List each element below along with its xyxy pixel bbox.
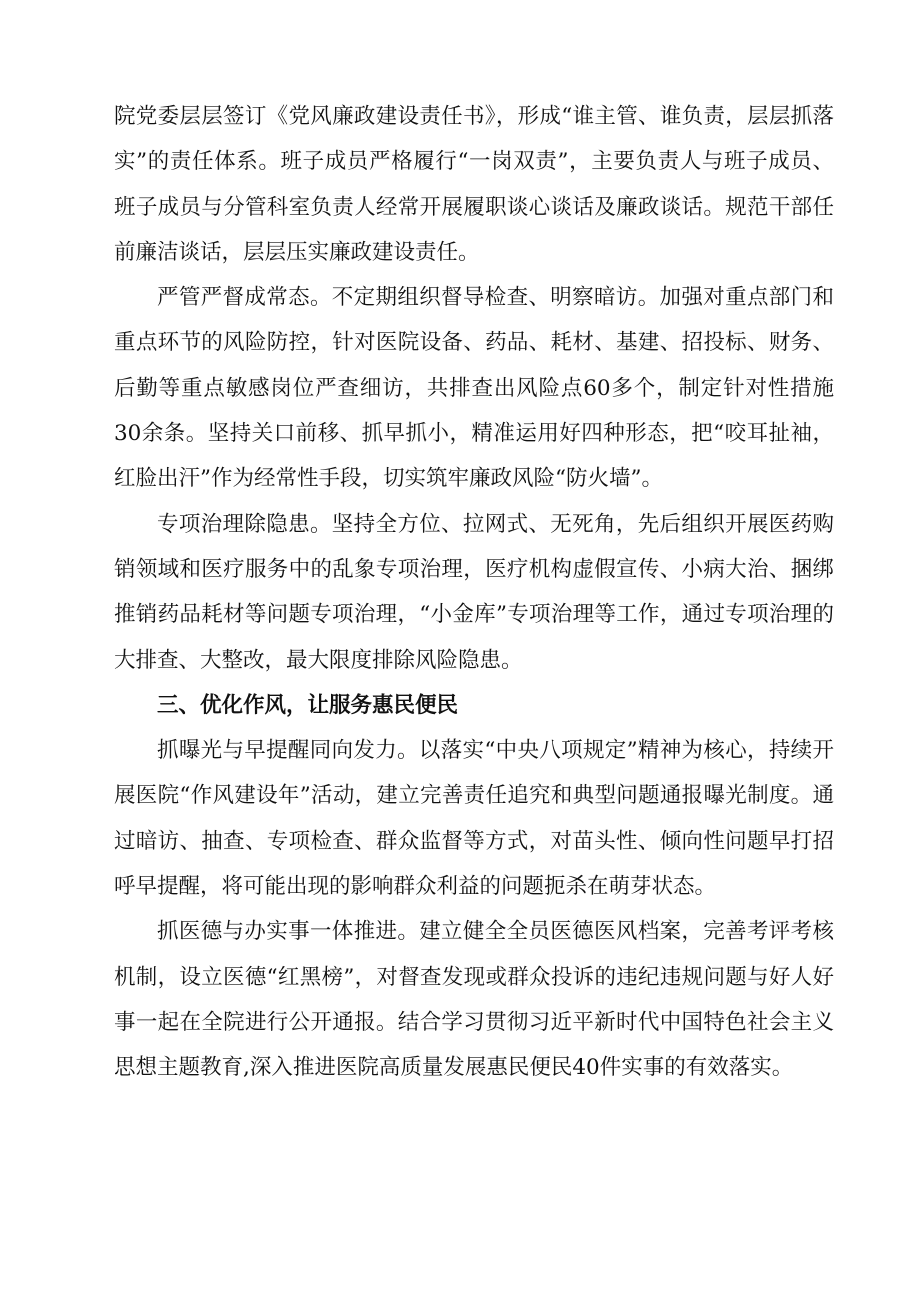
paragraph-medical-ethics: 抓医德与办实事一体推进。建立健全全员医德医风档案，完善考评考核机制，设立医德“红黑榜”，对督查发现或群众投诉的违纪违规问题与好人好事一起在全院进行公开通报。结合学习贯彻习近平新时代中国特色社会主义思想主题教育,深入推进医院高质量发展惠民便民40件实事的有效落实。 xyxy=(114,919,834,1081)
document-body xyxy=(114,94,834,1091)
section-heading: 三、优化作风，让服务惠民便民 xyxy=(157,692,459,718)
paragraph-strict-supervision: 严管严督成常态。不定期组织督导检查、明察暗访。加强对重点部门和重点环节的风险防控，针对医院设备、药品、耗材、基建、招投标、财务、后勤等重点敏感岗位严查细访，共排查出风险点60多个，制定针对性措施30余条。坚持关口前移、抓早抓小，精准运用好四种形态，把“咬耳扯袖，红脸出汗”作为经常性手段，切实筑牢廉政风险“防火墙”。 xyxy=(114,285,834,492)
paragraph-special-governance: 专项治理除隐患。坚持全方位、拉网式、无死角，先后组织开展医药购销领域和医疗服务中的乱象专项治理，医疗机构虚假宣传、小病大治、捆绑推销药品耗材等问题专项治理，“小金库”专项治理等工作，通过专项治理的大排查、大整改，最大限度排除风险隐患。 xyxy=(114,511,834,673)
paragraph-party-responsibility: 院党委层层签订《党风廉政建设责任书》，形成“谁主管、谁负责，层层抓落实”的责任体系。班子成员严格履行“一岗双责”，主要负责人与班子成员、班子成员与分管科室负责人经常开展履职谈心谈话及廉政谈话。规范干部任前廉洁谈话，层层压实廉政建设责任。 xyxy=(114,104,834,265)
paragraph-exposure-reminder: 抓曝光与早提醒同向发力。以落实“中央八项规定”精神为核心，持续开展医院“作风建设年”活动，建立完善责任追究和典型问题通报曝光制度。通过暗访、抽查、专项检查、群众监督等方式，对苗头性、倾向性问题早打招呼早提醒，将可能出现的影响群众利益的问题扼杀在萌芽状态。 xyxy=(114,738,834,900)
